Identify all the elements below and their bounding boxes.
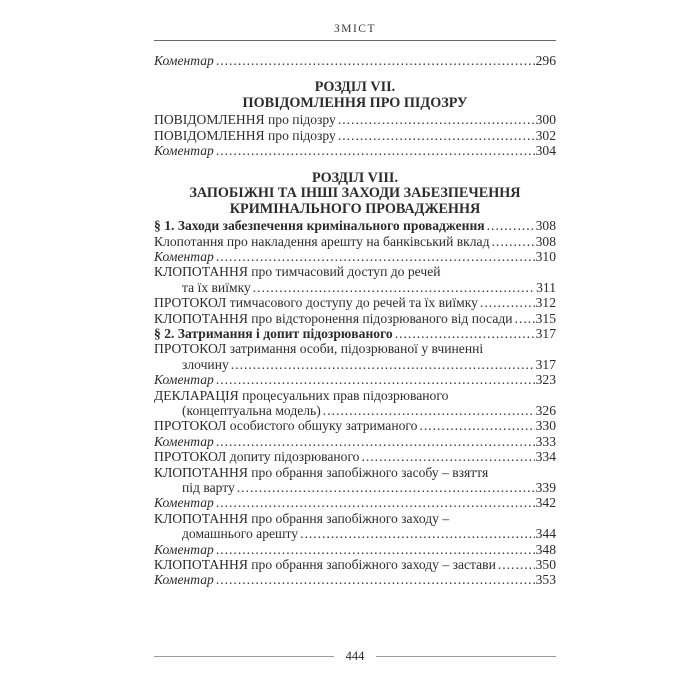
toc-entry-text: Коментар bbox=[154, 248, 214, 264]
toc-entry-text: ПРОТОКОЛ тимчасового доступу до речей та їх виїмку bbox=[154, 295, 478, 311]
page-ref: 300 bbox=[535, 112, 556, 128]
chapter-heading bbox=[154, 171, 556, 218]
dot-leader bbox=[300, 526, 535, 541]
page-number: 444 bbox=[345, 649, 365, 663]
dot-leader bbox=[216, 495, 535, 510]
toc-entry bbox=[154, 264, 556, 295]
toc-entry-line bbox=[154, 526, 556, 541]
page-ref: 310 bbox=[535, 248, 556, 264]
dot-leader bbox=[515, 311, 535, 326]
chapter-heading-line: КРИМІНАЛЬНОГО ПРОВАДЖЕННЯ bbox=[229, 200, 481, 217]
toc-entry bbox=[154, 143, 556, 158]
running-header-title: ЗМІСТ bbox=[333, 23, 376, 35]
toc-entry-line bbox=[154, 143, 556, 158]
dot-leader bbox=[216, 542, 535, 557]
toc-entry-line bbox=[154, 418, 556, 433]
toc-entry bbox=[154, 511, 556, 542]
dot-leader bbox=[216, 249, 535, 264]
running-header bbox=[154, 0, 556, 41]
dot-leader bbox=[216, 372, 535, 387]
page-ref: 344 bbox=[535, 526, 556, 542]
toc-entry-text: КЛОПОТАННЯ про відсторонення підозрюваного від посади bbox=[154, 310, 513, 326]
toc-entry-line bbox=[154, 557, 556, 572]
toc-entry bbox=[154, 388, 556, 419]
dot-leader bbox=[231, 357, 535, 372]
toc-entry-text: Коментар bbox=[154, 372, 214, 388]
toc-entry-line bbox=[154, 372, 556, 387]
toc-entry bbox=[154, 311, 556, 326]
footer-rule-left bbox=[154, 656, 334, 657]
dot-leader bbox=[498, 557, 535, 572]
toc-entry-text: ПОВІДОМЛЕННЯ про підозру bbox=[154, 112, 336, 128]
toc-entry bbox=[154, 341, 556, 372]
page-ref: 339 bbox=[535, 480, 556, 496]
chapter-heading-line: ПОВІДОМЛЕННЯ ПРО ПІДОЗРУ bbox=[242, 94, 468, 111]
toc-entry-line bbox=[154, 249, 556, 264]
toc-entry-line bbox=[154, 311, 556, 326]
page-ref: 330 bbox=[535, 418, 556, 434]
toc-entry bbox=[154, 495, 556, 510]
dot-leader bbox=[395, 326, 535, 341]
chapter-heading bbox=[154, 80, 556, 111]
toc-entry-text: ПОВІДОМЛЕННЯ про підозру bbox=[154, 127, 336, 143]
page-ref: 311 bbox=[536, 279, 556, 295]
toc-entry-text: § 2. Затримання і допит підозрюваного bbox=[154, 325, 393, 341]
toc-entry-text: ПРОТОКОЛ затримання особи, підозрюваної у вчиненні bbox=[154, 341, 484, 357]
page-ref: 317 bbox=[535, 356, 556, 372]
page-ref: 350 bbox=[535, 557, 556, 573]
dot-leader bbox=[253, 280, 535, 295]
toc-entry-line bbox=[154, 495, 556, 510]
dot-leader bbox=[216, 143, 535, 158]
toc-entry-text: Коментар bbox=[154, 572, 214, 588]
toc-entry bbox=[154, 326, 556, 341]
page-ref: 326 bbox=[535, 403, 556, 418]
toc-entry-line bbox=[154, 295, 556, 310]
toc-entry-text: Коментар bbox=[154, 541, 214, 557]
dot-leader bbox=[237, 480, 535, 495]
chapter-heading-line: РОЗДІЛ VIII. bbox=[312, 169, 398, 186]
toc-entry bbox=[154, 572, 556, 587]
toc-entry-text: КЛОПОТАННЯ про обрання запобіжного заходу – bbox=[154, 510, 450, 526]
toc-entry bbox=[154, 112, 556, 127]
page-ref: 308 bbox=[535, 218, 556, 234]
toc-entry-text: ДЕКЛАРАЦІЯ процесуальних прав підозрюваного bbox=[154, 387, 449, 403]
toc-entry-text: під варту bbox=[182, 480, 235, 496]
toc-entry-text: ПРОТОКОЛ особистого обшуку затриманого bbox=[154, 418, 418, 434]
page-ref: 304 bbox=[535, 143, 556, 159]
toc-entry bbox=[154, 557, 556, 572]
chapter-heading-line: РОЗДІЛ VII. bbox=[314, 79, 396, 96]
toc-entry bbox=[154, 434, 556, 449]
toc-entry-line bbox=[154, 403, 556, 418]
page-ref: 353 bbox=[535, 572, 556, 588]
toc-entry-line bbox=[154, 53, 556, 68]
dot-leader bbox=[216, 434, 535, 449]
toc-entry-line bbox=[154, 480, 556, 495]
toc-entry-line bbox=[154, 112, 556, 127]
toc-entry-line bbox=[154, 341, 556, 356]
toc-entry-text: Коментар bbox=[154, 495, 214, 511]
page-ref: 308 bbox=[535, 233, 556, 249]
footer-rule-right bbox=[376, 656, 556, 657]
toc-entry-line bbox=[154, 128, 556, 143]
toc-entry-text: § 1. Заходи забезпечення кримінального провадження bbox=[154, 218, 485, 234]
page-ref: 317 bbox=[535, 325, 556, 341]
toc-entry-line bbox=[154, 326, 556, 341]
toc-entry-text: (концептуальна модель) bbox=[182, 403, 321, 418]
page-ref: 315 bbox=[535, 310, 556, 326]
page-ref: 334 bbox=[535, 449, 556, 465]
toc-entry-text: КЛОПОТАННЯ про обрання запобіжного засобу – взяття bbox=[154, 464, 489, 480]
page-ref: 312 bbox=[535, 295, 556, 311]
chapter-heading-line: ЗАПОБІЖНІ ТА ІНШІ ЗАХОДИ ЗАБЕЗПЕЧЕННЯ bbox=[189, 185, 521, 202]
toc-entry bbox=[154, 53, 556, 68]
toc-list bbox=[154, 41, 556, 588]
toc-entry-line bbox=[154, 388, 556, 403]
page-ref: 296 bbox=[535, 53, 556, 68]
toc-entry-text: КЛОПОТАННЯ про тимчасовий доступ до речей bbox=[154, 264, 441, 280]
dot-leader bbox=[338, 128, 535, 143]
toc-entry bbox=[154, 465, 556, 496]
toc-entry-line bbox=[154, 280, 556, 295]
toc-entry-text: Коментар bbox=[154, 53, 214, 68]
toc-entry bbox=[154, 128, 556, 143]
page-ref: 342 bbox=[535, 495, 556, 511]
toc-entry-text: ПРОТОКОЛ допиту підозрюваного bbox=[154, 449, 360, 465]
toc-entry-line bbox=[154, 357, 556, 372]
toc-entry-line bbox=[154, 511, 556, 526]
toc-entry bbox=[154, 218, 556, 233]
toc-entry-text: злочину bbox=[182, 356, 229, 372]
toc-entry-text: КЛОПОТАННЯ про обрання запобіжного заходу – застави bbox=[154, 557, 496, 573]
dot-leader bbox=[216, 572, 535, 587]
dot-leader bbox=[419, 418, 534, 433]
toc-entry-line bbox=[154, 434, 556, 449]
page-ref: 302 bbox=[535, 127, 556, 143]
toc-entry-line bbox=[154, 218, 556, 233]
page-footer bbox=[154, 649, 556, 664]
toc-entry-line bbox=[154, 264, 556, 279]
toc-entry-line bbox=[154, 234, 556, 249]
dot-leader bbox=[480, 295, 535, 310]
toc-entry-text: Коментар bbox=[154, 143, 214, 159]
page-ref: 333 bbox=[535, 433, 556, 449]
toc-entry-text: Коментар bbox=[154, 433, 214, 449]
toc-entry bbox=[154, 542, 556, 557]
toc-entry-text: домашнього арешту bbox=[182, 526, 299, 542]
dot-leader bbox=[492, 234, 535, 249]
toc-entry bbox=[154, 449, 556, 464]
dot-leader bbox=[361, 449, 534, 464]
toc-entry-line bbox=[154, 572, 556, 587]
page-ref: 348 bbox=[535, 541, 556, 557]
toc-entry-line bbox=[154, 449, 556, 464]
toc-entry-text: Клопотання про накладення арешту на банківський вклад bbox=[154, 233, 490, 249]
content-column bbox=[154, 0, 556, 700]
toc-entry-line bbox=[154, 465, 556, 480]
toc-entry-text: та їх виїмку bbox=[182, 279, 251, 295]
page-ref: 323 bbox=[535, 372, 556, 388]
dot-leader bbox=[338, 112, 535, 127]
toc-entry bbox=[154, 249, 556, 264]
toc-entry-line bbox=[154, 542, 556, 557]
dot-leader bbox=[323, 403, 535, 418]
toc-entry bbox=[154, 372, 556, 387]
toc-entry bbox=[154, 234, 556, 249]
toc-entry bbox=[154, 295, 556, 310]
dot-leader bbox=[487, 218, 535, 233]
toc-entry bbox=[154, 418, 556, 433]
dot-leader bbox=[216, 53, 535, 68]
